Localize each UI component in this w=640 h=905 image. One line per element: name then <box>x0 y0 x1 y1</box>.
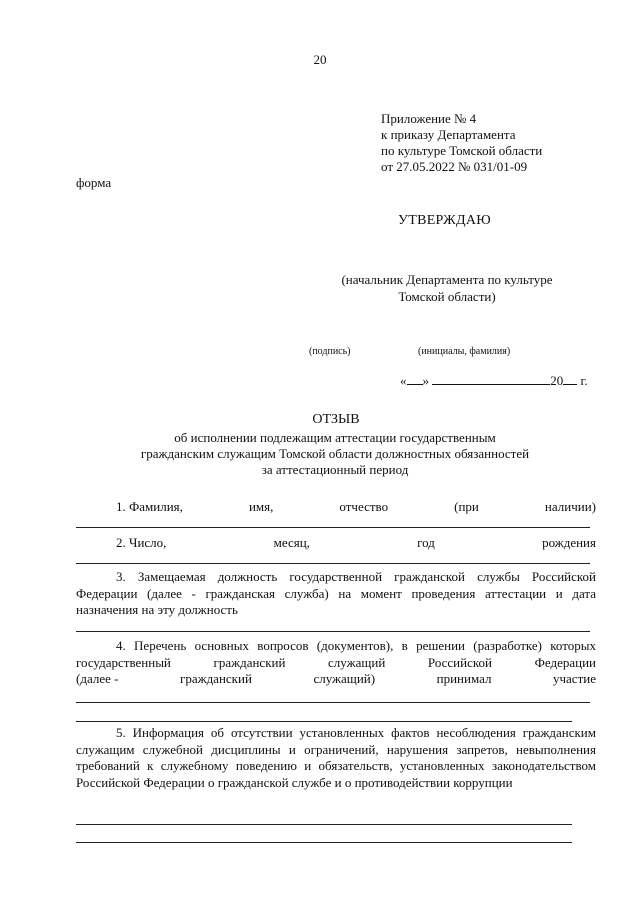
item-1-answer-line <box>76 527 590 528</box>
appendix-line-1: Приложение № 4 <box>381 111 477 126</box>
document-title: ОТЗЫВ <box>312 412 360 427</box>
initials-caption: (инициалы, фамилия) <box>418 346 511 357</box>
item-2-word-4: рождения <box>542 535 596 550</box>
item-2-answer-line <box>76 563 590 564</box>
item-4-last-line <box>76 671 596 688</box>
approval-date-line <box>400 372 588 389</box>
appendix-line-3: по культуре Томской области <box>381 143 543 158</box>
page-number: 20 <box>313 52 327 67</box>
item-1-word-2: имя, <box>248 499 274 514</box>
item-4-issues <box>76 638 596 688</box>
appendix-block <box>381 111 542 175</box>
item-1-word-3: отчество <box>339 499 389 514</box>
item-5-answer-line-2 <box>76 842 572 843</box>
item-1-word-5: наличии) <box>544 499 596 514</box>
item-4-text: 4. Перечень основных вопросов (документов), в решении (разработке) которых государственный гражданский служащий Российской Федерации <box>76 638 596 670</box>
item-4-answer-line-1 <box>76 702 590 703</box>
day-blank <box>407 372 423 385</box>
item-4-word-2: гражданский <box>179 671 252 686</box>
item-4-word-5: участие <box>553 671 596 686</box>
item-5-answer-line-1 <box>76 824 572 825</box>
item-2-birthdate <box>76 535 596 552</box>
year-blank <box>563 372 577 385</box>
item-3-position: 3. Замещаемая должность государственной гражданской службы Российской Федерации (далее - гражданская служба) на момент проведения аттестации и дата назначения на эту должность <box>76 569 596 617</box>
item-4-word-1: (далее - <box>76 671 119 686</box>
appendix-line-4: от 27.05.2022 № 031/01-09 <box>381 159 528 174</box>
item-4-answer-line-2 <box>76 721 572 722</box>
item-2-word-2: месяц, <box>273 535 310 550</box>
item-2-word-3: год <box>417 535 435 550</box>
item-1-word-1: 1. Фамилия, <box>116 499 183 514</box>
item-5-compliance: 5. Информация об отсутствии установленных фактов несоблюдения гражданским служащим служебной дисциплины и ограничений, нарушения запретов, невыполнения требований к служебному поведению и обязательств, установленных законодательством Российской Федерации о гражданской службе и о противодействии коррупции <box>76 725 596 790</box>
date-year-prefix: 20 <box>550 373 564 388</box>
approver-position: (начальник Департамента по культуре Томской области) <box>341 272 553 304</box>
appendix-line-2: к приказу Департамента <box>381 127 516 142</box>
document-subtitle: об исполнении подлежащим аттестации государственным гражданским служащим Томской области должностных обязанностей за аттестационный период <box>140 430 530 477</box>
item-2-word-1: 2. Число, <box>116 535 167 550</box>
signature-caption: (подпись) <box>309 346 351 357</box>
month-blank <box>432 372 550 385</box>
date-quote-open: « <box>400 373 407 388</box>
item-4-word-4: принимал <box>436 671 492 686</box>
form-label: форма <box>76 175 112 190</box>
item-1-word-4: (при <box>454 499 479 514</box>
date-year-suffix: г. <box>580 373 588 388</box>
item-4-word-3: служащий) <box>313 671 376 686</box>
date-quote-close: » <box>422 373 429 388</box>
item-3-answer-line <box>76 631 590 632</box>
approve-title: УТВЕРЖДАЮ <box>398 213 491 228</box>
item-1-fullname <box>76 499 596 516</box>
